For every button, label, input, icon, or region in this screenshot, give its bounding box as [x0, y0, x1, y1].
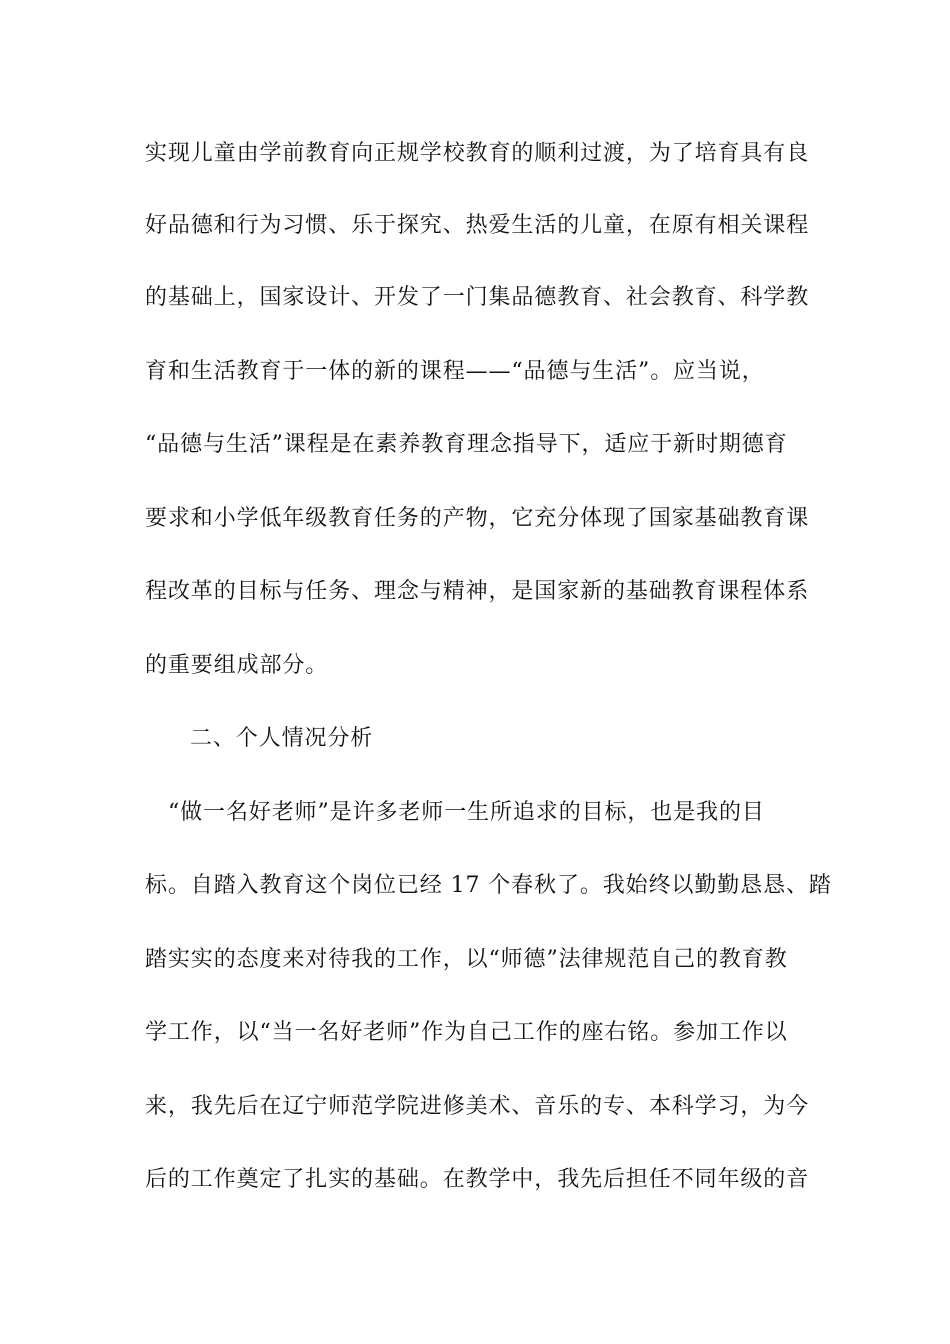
paragraph-line: 标。自踏入教育这个岗位已经 17 个春秋了。我始终以勤勤恳恳、踏 [145, 873, 832, 898]
paragraph-line: “品德与生活”课程是在素养教育理念指导下，适应于新时期德育 [145, 432, 788, 457]
paragraph-line: “做一名好老师”是许多老师一生所追求的目标，也是我的目 [168, 800, 765, 825]
section-heading: 二、个人情况分析 [190, 726, 374, 751]
paragraph-line: 后的工作奠定了扎实的基础。在教学中，我先后担任不同年级的音 [145, 1167, 810, 1192]
paragraph-line: 的重要组成部分。 [145, 653, 329, 678]
paragraph-line: 实现儿童由学前教育向正规学校教育的顺利过渡，为了培育具有良 [145, 141, 810, 166]
paragraph-line: 踏实实的态度来对待我的工作，以“师德”法律规范自己的教育教 [145, 947, 788, 972]
paragraph-line: 程改革的目标与任务、理念与精神，是国家新的基础教育课程体系 [145, 579, 810, 604]
paragraph-line: 学工作，以“当一名好老师”作为自己工作的座右铭。参加工作以 [145, 1020, 788, 1045]
paragraph-line: 来，我先后在辽宁师范学院进修美术、音乐的专、本科学习，为今 [145, 1094, 810, 1119]
paragraph-line: 的基础上，国家设计、开发了一门集品德教育、社会教育、科学教 [145, 285, 810, 310]
paragraph-line: 好品德和行为习惯、乐于探究、热爱生活的儿童，在原有相关课程 [145, 213, 810, 238]
paragraph-line: 要求和小学低年级教育任务的产物，它充分体现了国家基础教育课 [145, 506, 810, 531]
paragraph-line: 育和生活教育于一体的新的课程——“品德与生活”。应当说， [145, 359, 765, 384]
